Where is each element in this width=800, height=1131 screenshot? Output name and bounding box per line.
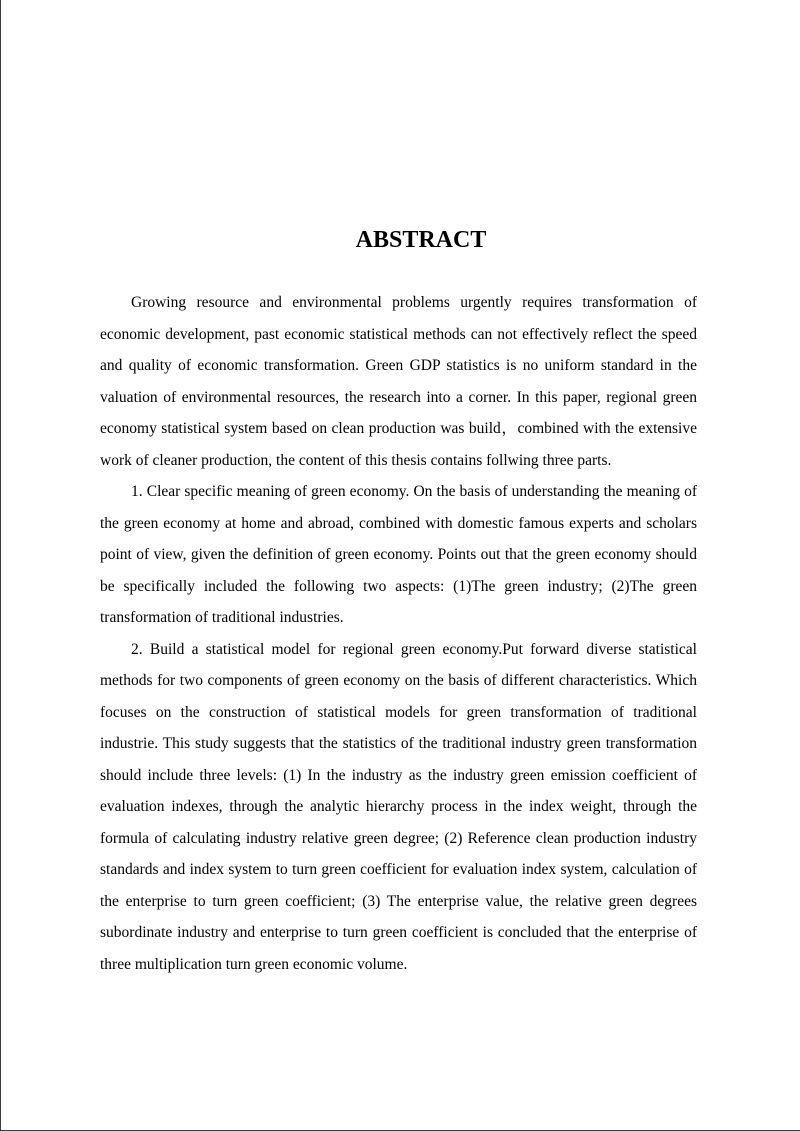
abstract-body: [100, 287, 697, 980]
paragraph-point-2: 2. Build a statistical model for regional green economy.Put forward diverse statistical methods for two components of green economy on the basis of different characteristics. Which focuses on the construction of statistical models for green transformation of traditional industrie. This study suggests that the statistics of the traditional industry green transformation should include three levels: (1) In the industry as the industry green emission coefficient of evaluation indexes, through the analytic hierarchy process in the index weight, through the formula of calculating industry relative green degree; (2) Reference clean production industry standards and index system to turn green coefficient for evaluation index system, calculation of the enterprise to turn green coefficient; (3) The enterprise value, the relative green degrees subordinate industry and enterprise to turn green coefficient is concluded that the enterprise of three multiplication turn green economic volume.: [100, 640, 697, 973]
paragraph-intro: Growing resource and environmental problems urgently requires transformation of economic development, past economic statistical methods can not effectively reflect the speed and quality of economic transformation. Green GDP statistics is no uniform standard in the valuation of environmental resources, the research into a corner. In this paper, regional green economy statistical system based on clean production was build，combined with the extensive work of cleaner production, the content of this thesis contains follwing three parts.: [100, 294, 697, 469]
page-title: ABSTRACT: [355, 227, 487, 253]
paragraph-point-1: 1. Clear specific meaning of green economy. On the basis of understanding the meaning of the green economy at home and abroad, combined with domestic famous experts and scholars point of view, given the definition of green economy. Points out that the green economy should be specifically included the following two aspects: (1)The green industry; (2)The green transformation of traditional industries.: [100, 483, 697, 626]
